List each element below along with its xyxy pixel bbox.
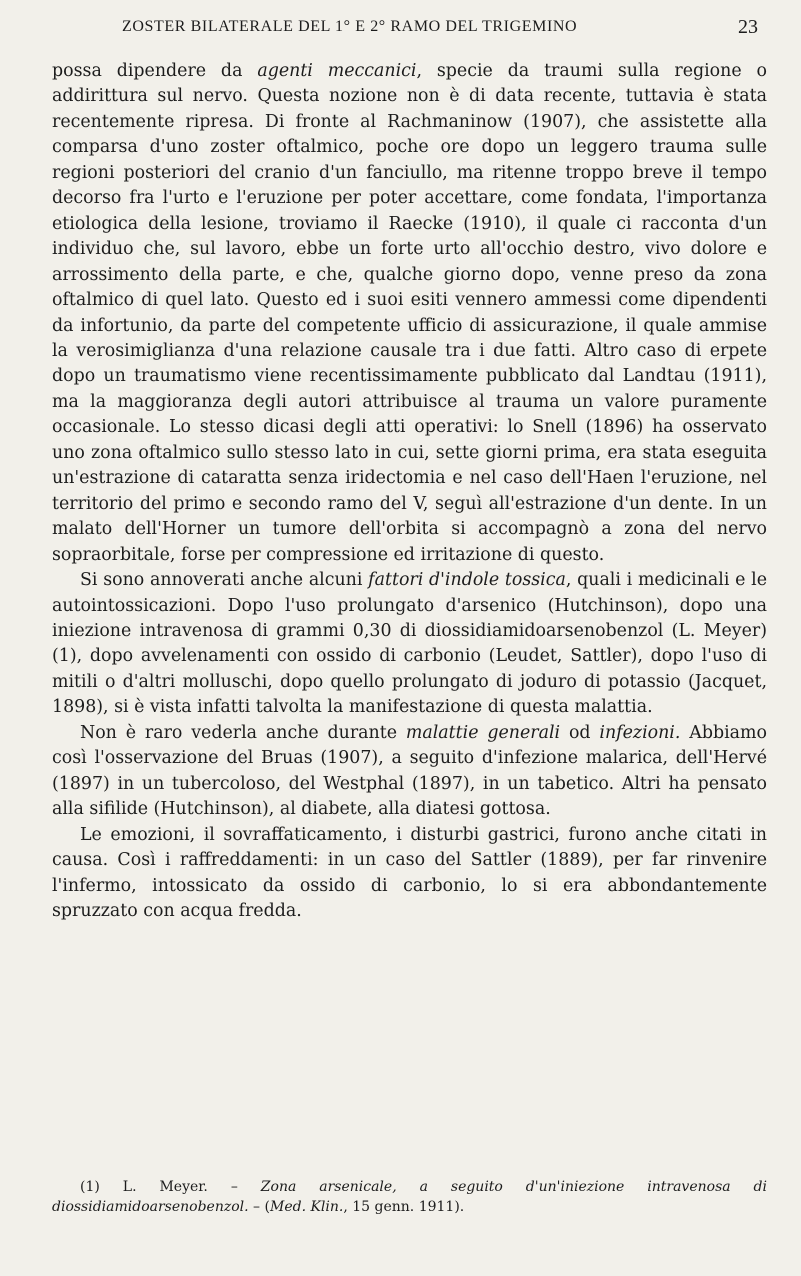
italic-term: malattie generali — [405, 722, 561, 743]
text-run: Si sono annoverati anche alcuni — [80, 570, 369, 591]
text-run: , 15 genn. 1911). — [343, 1199, 465, 1215]
italic-term: fattori d'indole tossica — [368, 570, 566, 591]
italic-journal: Med. Klin. — [269, 1199, 344, 1215]
text-run: , specie da traumi sulla regione o addirittura sul nervo. Questa nozione non è di data recente, tuttavia è stata recentemente ripresa. Di fronte al Rachmaninow (1907), che assistette alla comparsa d'uno zoster oftalmico, poche ore dopo un leggero trauma sulle regioni posteriori del cranio d'un fanciullo, ma ritenne troppo breve il tempo decorso fra l'urto e l'eruzione per poter accettare, come fondata, l'importanza etiologica della lesione, troviamo il Raecke (1910), il quale ci racconta d'un individuo che, sul lavoro, ebbe un forte urto all'occhio destro, vivo dolore e arrossimento della parte, e che, qualche giorno dopo, venne preso da zona oftalmico di quel lato. Questo ed i suoi esiti vennero ammessi come dipendenti da infortunio, da parte del competente ufficio di assicurazione, il quale ammise la verosimiglianza d'una relazione causale tra i due fatti. Altro caso di erpete dopo un traumatismo viene recentissimamente pubblicato dal Landtau (1911), ma la maggioranza degli autori attribuisce al trauma un valore puramente occasionale. Lo stesso dicasi degli atti operativi: lo Snell (1896) ha osservato uno zona oftalmico sullo stesso lato in cui, sette giorni prima, era stata eseguita un'estrazione di cataratta senza iridectomia e nel caso dell'Haen l'eruzione, nel territorio del primo e secondo ramo del V, seguì all'estrazione d'un dente. In un malato dell'Horner un tumore dell'orbita si accompagnò a zona del nervo sopraorbitale, forse per compressione ed irritazione di questo. — [52, 61, 767, 565]
paragraph-traumatic-causes — [52, 59, 767, 568]
text-run: Non è raro vederla anche durante — [80, 722, 406, 743]
text-run: (1) L. Meyer. – — [80, 1179, 261, 1195]
paragraph-emotions — [52, 823, 767, 925]
footnote-text — [52, 1177, 767, 1217]
italic-term: agenti meccanici — [257, 61, 417, 81]
text-run: – ( — [248, 1199, 270, 1215]
page-number: 23 — [738, 16, 758, 38]
running-head: ZOSTER BILATERALE DEL 1° E 2° RAMO DEL TRIGEMINO — [122, 18, 578, 35]
page-header — [68, 16, 758, 46]
text-run: possa dipendere da — [52, 61, 258, 81]
text-run: Le emozioni, il sovraffaticamento, i disturbi gastrici, furono anche citati in causa. Così i raffreddamenti: in un caso del Sattler (1889), per far rinvenire l'infermo, intossicato da ossido di carbonio, lo si era abbondantemente spruzzato con acqua fredda. — [52, 824, 767, 921]
body-text — [52, 59, 767, 924]
paragraph-general-diseases — [52, 721, 767, 823]
text-run: , quali i medicinali e le autointossicazioni. Dopo l'uso prolungato d'arsenico (Hutchinson), dopo una iniezione intravenosa di grammi 0,30 di diossidiamidoarsenobenzol (L. Meyer) (1), dopo avvelenamenti con ossido di carbonio (Leudet, Sattler), dopo l'uso di mitili o d'altri molluschi, dopo quello prolungato di joduro di potassio (Jacquet, 1898), si è vista infatti talvolta la manifestazione di questa malattia. — [52, 570, 768, 718]
text-run: od — [560, 722, 600, 743]
text-run: Abbiamo così l'osservazione del Bruas (1907), a seguito d'infezione malarica, dell'Hervé (1897) in un tubercoloso, del Westphal (1897), in un tabetico. Altri ha pensato alla sifilide (Hutchinson), al diabete, alla diatesi gottosa. — [52, 722, 767, 820]
italic-term: infezioni. — [599, 722, 681, 743]
italic-title: Zona arsenicale, a seguito d'un'iniezione intravenosa di diossidiamidoarsenobenzol. — [52, 1179, 767, 1215]
paragraph-toxic-factors — [52, 568, 767, 721]
footnote — [52, 1177, 767, 1217]
